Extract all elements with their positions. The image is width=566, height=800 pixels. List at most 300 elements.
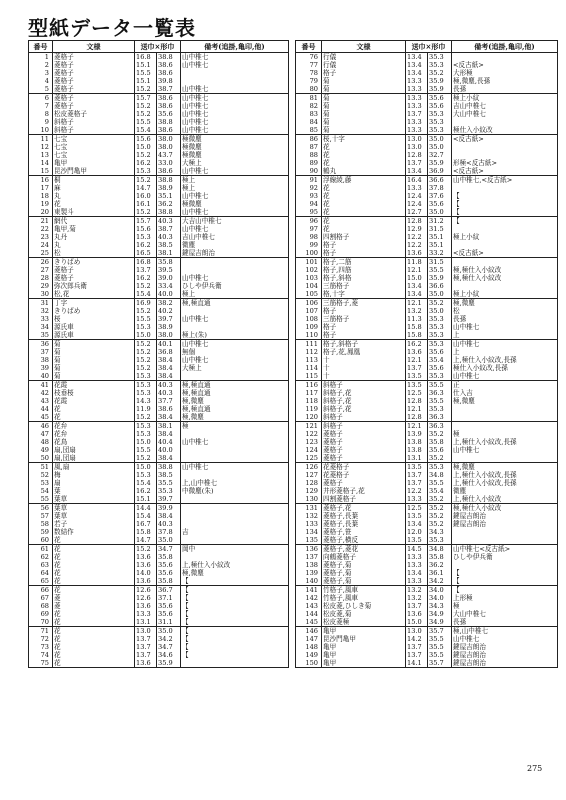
- cell-number: 59: [29, 528, 53, 536]
- cell-number: 137: [296, 553, 322, 561]
- cell-form-width: 35.6: [157, 610, 181, 618]
- table-row: [29, 241, 289, 249]
- cell-form-width: 35.3: [428, 53, 452, 62]
- cell-notes: 山中椎七: [181, 463, 289, 472]
- cell-send-width: 14.3: [135, 397, 157, 405]
- table-row: [29, 430, 289, 438]
- cell-send-width: 13.1: [135, 618, 157, 627]
- cell-form-width: 35.9: [428, 159, 452, 167]
- header-notes: 備考(追掛,亀印,他): [452, 41, 558, 53]
- table-row: [29, 651, 289, 659]
- cell-notes: 中微塵(朱): [181, 487, 289, 495]
- cell-pattern: 花: [322, 200, 406, 208]
- cell-notes: 上,極仕入小紋改,長孫: [452, 356, 558, 364]
- cell-send-width: 15.3: [135, 323, 157, 331]
- cell-notes: 極,山中椎七: [452, 627, 558, 636]
- table-row: [29, 643, 289, 651]
- cell-pattern: 花: [322, 192, 406, 200]
- cell-pattern: 向鶴菱格子: [322, 553, 406, 561]
- cell-pattern: 菱格子: [322, 446, 406, 454]
- cell-send-width: 15.1: [135, 495, 157, 504]
- cell-form-width: 39.5: [157, 266, 181, 274]
- cell-send-width: 11.8: [406, 258, 428, 267]
- cell-pattern: 菊: [53, 340, 135, 349]
- cell-form-width: 35.2: [428, 69, 452, 77]
- table-row: [29, 438, 289, 446]
- cell-form-width: 40.3: [157, 520, 181, 528]
- cell-notes: [452, 536, 558, 545]
- cell-notes: [181, 504, 289, 513]
- cell-pattern: 花: [53, 545, 135, 554]
- cell-form-width: 40.2: [157, 307, 181, 315]
- cell-notes: 極微塵: [181, 200, 289, 208]
- cell-form-width: 35.0: [428, 208, 452, 217]
- cell-form-width: 35.5: [428, 635, 452, 643]
- cell-pattern: きりばめ: [53, 258, 135, 267]
- cell-form-width: 36.6: [428, 176, 452, 185]
- cell-pattern: 菱格子: [322, 454, 406, 463]
- cell-notes: [452, 528, 558, 536]
- cell-form-width: 36.3: [428, 413, 452, 422]
- cell-form-width: 35.3: [428, 110, 452, 118]
- cell-form-width: 35.0: [157, 536, 181, 545]
- cell-send-width: 16.2: [135, 487, 157, 495]
- cell-number: 94: [296, 200, 322, 208]
- cell-pattern: 源氏車: [53, 323, 135, 331]
- table-row: [29, 217, 289, 226]
- cell-form-width: 38.8: [157, 118, 181, 126]
- cell-form-width: 37.6: [428, 192, 452, 200]
- cell-number: 25: [29, 249, 53, 258]
- cell-form-width: 35.3: [428, 405, 452, 413]
- cell-number: 17: [29, 184, 53, 192]
- cell-send-width: 15.7: [135, 217, 157, 226]
- cell-notes: 鍵屋吉朗治: [452, 651, 558, 659]
- cell-number: 71: [29, 627, 53, 636]
- table-row: [29, 577, 289, 586]
- cell-pattern: 麻: [53, 184, 135, 192]
- cell-notes: ひしや伊兵衛: [452, 553, 558, 561]
- cell-send-width: 14.5: [406, 545, 428, 554]
- cell-send-width: 15.8: [135, 528, 157, 536]
- cell-number: 14: [29, 159, 53, 167]
- cell-number: 150: [296, 659, 322, 668]
- table-row: [296, 479, 558, 487]
- cell-number: 134: [296, 528, 322, 536]
- cell-notes: 極,微塵: [181, 413, 289, 422]
- cell-form-width: 35.0: [428, 143, 452, 151]
- cell-number: 7: [29, 102, 53, 110]
- cell-number: 99: [296, 241, 322, 249]
- cell-pattern: 源氏車: [53, 331, 135, 340]
- cell-pattern: 格,十字: [322, 290, 406, 299]
- cell-notes: 上形極: [452, 594, 558, 602]
- table-row: [29, 85, 289, 94]
- cell-form-width: 36.2: [157, 200, 181, 208]
- cell-form-width: 38.4: [157, 413, 181, 422]
- cell-number: 13: [29, 151, 53, 159]
- cell-notes: 極微塵: [181, 135, 289, 144]
- table-row: [296, 323, 558, 331]
- cell-form-width: 38.5: [157, 241, 181, 249]
- cell-send-width: 15.6: [135, 225, 157, 233]
- cell-send-width: 16.2: [135, 241, 157, 249]
- cell-notes: 極微塵: [181, 143, 289, 151]
- cell-notes: 極,微塵: [181, 569, 289, 577]
- table-row: [29, 446, 289, 454]
- cell-form-width: 36.9: [428, 167, 452, 176]
- cell-send-width: 15.1: [135, 77, 157, 85]
- cell-form-width: 38.4: [157, 372, 181, 381]
- cell-send-width: 15.2: [135, 208, 157, 217]
- cell-pattern: 花弁: [53, 422, 135, 431]
- cell-notes: 上: [452, 348, 558, 356]
- cell-send-width: 16.2: [406, 340, 428, 349]
- table-row: [29, 69, 289, 77]
- data-table-right: [295, 40, 558, 668]
- cell-number: 41: [29, 381, 53, 390]
- cell-notes: [452, 561, 558, 569]
- cell-notes: 山中椎七: [452, 635, 558, 643]
- cell-number: 31: [29, 299, 53, 308]
- cell-form-width: 40.3: [157, 389, 181, 397]
- cell-send-width: 15.2: [135, 307, 157, 315]
- cell-send-width: 15.2: [135, 364, 157, 372]
- table-row: [29, 381, 289, 390]
- cell-form-width: 35.5: [157, 479, 181, 487]
- cell-number: 39: [29, 364, 53, 372]
- cell-send-width: 15.3: [135, 372, 157, 381]
- cell-notes: 山中椎七: [181, 356, 289, 364]
- cell-send-width: 15.2: [135, 340, 157, 349]
- cell-number: 37: [29, 348, 53, 356]
- cell-notes: 無個: [181, 348, 289, 356]
- cell-pattern: 十: [322, 356, 406, 364]
- cell-number: 18: [29, 192, 53, 200]
- cell-pattern: 花: [53, 405, 135, 413]
- cell-notes: 【: [181, 643, 289, 651]
- cell-number: 5: [29, 85, 53, 94]
- cell-pattern: 丸: [53, 241, 135, 249]
- cell-send-width: 15.5: [135, 118, 157, 126]
- cell-pattern: 行儀: [322, 61, 406, 69]
- table-row: [296, 208, 558, 217]
- cell-form-width: 38.7: [157, 85, 181, 94]
- table-row: [29, 356, 289, 364]
- cell-send-width: 13.3: [406, 553, 428, 561]
- cell-pattern: 斜格子,花: [322, 389, 406, 397]
- table-row: [29, 225, 289, 233]
- cell-pattern: 葉: [53, 487, 135, 495]
- table-row: [296, 315, 558, 323]
- cell-notes: 山中椎七: [181, 53, 289, 62]
- table-row: [29, 512, 289, 520]
- cell-pattern: 梅: [53, 471, 135, 479]
- table-row: [29, 364, 289, 372]
- cell-send-width: 12.5: [406, 504, 428, 513]
- cell-form-width: 34.9: [428, 618, 452, 627]
- table-row: [296, 643, 558, 651]
- table-row: [29, 102, 289, 110]
- cell-send-width: 13.6: [406, 348, 428, 356]
- table-row: [29, 479, 289, 487]
- cell-notes: 山中椎七: [181, 438, 289, 446]
- cell-notes: [181, 307, 289, 315]
- cell-send-width: 13.4: [406, 520, 428, 528]
- cell-form-width: 34.7: [157, 545, 181, 554]
- cell-number: 43: [29, 397, 53, 405]
- table-row: [29, 487, 289, 495]
- table-row: [296, 430, 558, 438]
- cell-form-width: 35.6: [428, 200, 452, 208]
- cell-form-width: 40.4: [157, 438, 181, 446]
- cell-number: 115: [296, 372, 322, 381]
- cell-notes: 鍵屋吉朗治: [452, 659, 558, 668]
- table-row: [296, 594, 558, 602]
- cell-number: 146: [296, 627, 322, 636]
- header-notes: 備考(追掛,亀印,他): [181, 41, 289, 53]
- cell-number: 76: [296, 53, 322, 62]
- table-row: [296, 274, 558, 282]
- cell-number: 6: [29, 94, 53, 103]
- cell-number: 148: [296, 643, 322, 651]
- cell-number: 85: [296, 126, 322, 135]
- cell-notes: 極,極直通: [181, 381, 289, 390]
- cell-send-width: 15.7: [135, 94, 157, 103]
- cell-send-width: 16.2: [135, 159, 157, 167]
- cell-pattern: 菱格子,菊: [322, 569, 406, 577]
- cell-pattern: 花: [53, 569, 135, 577]
- table-row: [29, 151, 289, 159]
- cell-number: 112: [296, 348, 322, 356]
- cell-number: 21: [29, 217, 53, 226]
- cell-form-width: 38.0: [157, 135, 181, 144]
- cell-send-width: 15.5: [135, 69, 157, 77]
- cell-send-width: 14.7: [135, 536, 157, 545]
- cell-notes: 極上: [181, 184, 289, 192]
- cell-number: 50: [29, 454, 53, 463]
- cell-notes: 鍵屋吉朗治: [452, 520, 558, 528]
- cell-send-width: 12.1: [406, 266, 428, 274]
- cell-number: 125: [296, 454, 322, 463]
- cell-send-width: 15.2: [135, 454, 157, 463]
- cell-send-width: 13.7: [406, 110, 428, 118]
- cell-pattern: 花菱格子: [322, 463, 406, 472]
- header-size: 送巾×形巾: [135, 41, 181, 53]
- cell-notes: <反古紙>: [452, 61, 558, 69]
- cell-pattern: 花: [53, 577, 135, 586]
- cell-number: 92: [296, 184, 322, 192]
- cell-notes: 大吉山中椎七: [181, 217, 289, 226]
- cell-pattern: 扇,団扇: [53, 454, 135, 463]
- cell-number: 120: [296, 413, 322, 422]
- cell-pattern: 格子: [322, 331, 406, 340]
- cell-pattern: 菱格子,花: [322, 504, 406, 513]
- cell-send-width: 13.3: [406, 77, 428, 85]
- cell-send-width: 13.5: [406, 372, 428, 381]
- cell-send-width: 13.0: [406, 627, 428, 636]
- cell-send-width: 12.2: [406, 241, 428, 249]
- cell-pattern: 花: [53, 635, 135, 643]
- cell-pattern: 花: [322, 143, 406, 151]
- cell-send-width: 13.2: [406, 594, 428, 602]
- cell-pattern: 枝垂桜: [53, 389, 135, 397]
- cell-notes: 【: [181, 577, 289, 586]
- cell-number: 9: [29, 118, 53, 126]
- cell-number: 122: [296, 430, 322, 438]
- cell-form-width: 40.3: [157, 381, 181, 390]
- cell-send-width: 15.4: [135, 512, 157, 520]
- cell-send-width: 13.4: [406, 290, 428, 299]
- cell-form-width: 35.6: [157, 110, 181, 118]
- cell-notes: 【: [181, 635, 289, 643]
- cell-notes: 極: [452, 602, 558, 610]
- cell-form-width: 38.0: [157, 331, 181, 340]
- table-row: [296, 610, 558, 618]
- cell-send-width: 13.2: [406, 307, 428, 315]
- cell-send-width: 13.7: [406, 479, 428, 487]
- cell-number: 135: [296, 536, 322, 545]
- cell-number: 67: [29, 594, 53, 602]
- cell-form-width: 38.6: [157, 405, 181, 413]
- cell-notes: [452, 241, 558, 249]
- table-row: [29, 126, 289, 135]
- table-row: [29, 545, 289, 554]
- cell-send-width: 12.1: [406, 405, 428, 413]
- cell-form-width: 33.4: [157, 282, 181, 290]
- cell-form-width: 34.6: [157, 651, 181, 659]
- cell-send-width: 13.6: [135, 659, 157, 668]
- table-row: [296, 454, 558, 463]
- cell-notes: [181, 266, 289, 274]
- cell-send-width: 15.5: [135, 446, 157, 454]
- cell-notes: 極仕入小紋改: [452, 126, 558, 135]
- cell-number: 84: [296, 118, 322, 126]
- cell-number: 80: [296, 85, 322, 94]
- cell-pattern: 菊: [322, 85, 406, 94]
- cell-number: 143: [296, 602, 322, 610]
- cell-pattern: 花: [53, 627, 135, 636]
- table-row: [29, 331, 289, 340]
- cell-number: 101: [296, 258, 322, 267]
- cell-number: 132: [296, 512, 322, 520]
- cell-number: 42: [29, 389, 53, 397]
- cell-form-width: 40.0: [157, 290, 181, 299]
- cell-form-width: 35.2: [428, 520, 452, 528]
- cell-pattern: 菱格子: [53, 53, 135, 62]
- cell-send-width: 13.3: [406, 94, 428, 103]
- cell-send-width: 13.0: [406, 143, 428, 151]
- cell-number: 12: [29, 143, 53, 151]
- cell-form-width: 35.1: [428, 233, 452, 241]
- cell-number: 53: [29, 479, 53, 487]
- cell-form-width: 34.2: [428, 577, 452, 586]
- cell-pattern: 菊: [53, 356, 135, 364]
- cell-number: 10: [29, 126, 53, 135]
- header-number: 番号: [29, 41, 53, 53]
- cell-pattern: 松: [53, 249, 135, 258]
- cell-number: 108: [296, 315, 322, 323]
- cell-form-width: 37.8: [157, 528, 181, 536]
- cell-send-width: 12.0: [406, 528, 428, 536]
- cell-pattern: 花弁: [53, 430, 135, 438]
- cell-notes: 【: [452, 569, 558, 577]
- cell-number: 40: [29, 372, 53, 381]
- table-row: [29, 372, 289, 381]
- table-row: [296, 110, 558, 118]
- cell-pattern: 亀甲: [53, 159, 135, 167]
- cell-form-width: 35.7: [428, 627, 452, 636]
- cell-form-width: 35.5: [428, 381, 452, 390]
- cell-pattern: 花: [53, 643, 135, 651]
- cell-number: 82: [296, 102, 322, 110]
- cell-pattern: 格子,斜格: [322, 274, 406, 282]
- cell-form-width: 35.6: [157, 602, 181, 610]
- cell-number: 93: [296, 192, 322, 200]
- cell-pattern: 菱格子,菊: [322, 577, 406, 586]
- table-row: [29, 143, 289, 151]
- cell-pattern: 七宝: [53, 143, 135, 151]
- cell-pattern: 菱格子: [53, 274, 135, 282]
- cell-pattern: 亀甲: [322, 659, 406, 668]
- cell-pattern: 昆沙門亀甲: [322, 635, 406, 643]
- cell-number: 51: [29, 463, 53, 472]
- table-row: [29, 413, 289, 422]
- cell-number: 140: [296, 577, 322, 586]
- cell-send-width: 13.4: [406, 53, 428, 62]
- cell-send-width: 16.8: [135, 53, 157, 62]
- cell-pattern: 東製斗: [53, 208, 135, 217]
- table-row: [29, 61, 289, 69]
- cell-number: 28: [29, 274, 53, 282]
- cell-form-width: 38.9: [157, 323, 181, 331]
- cell-notes: [181, 536, 289, 545]
- cell-pattern: 網代: [53, 217, 135, 226]
- cell-pattern: 花: [322, 184, 406, 192]
- cell-number: 142: [296, 594, 322, 602]
- cell-number: 109: [296, 323, 322, 331]
- cell-number: 4: [29, 77, 53, 85]
- cell-notes: <反古紙>: [452, 249, 558, 258]
- cell-form-width: 38.9: [157, 184, 181, 192]
- cell-notes: 微塵: [181, 241, 289, 249]
- cell-notes: 吉山中椎七: [452, 102, 558, 110]
- cell-number: 16: [29, 176, 53, 185]
- cell-form-width: 36.3: [428, 422, 452, 431]
- cell-number: 62: [29, 553, 53, 561]
- cell-pattern: 丁字: [53, 299, 135, 308]
- cell-send-width: 13.9: [406, 430, 428, 438]
- cell-form-width: 35.8: [157, 258, 181, 267]
- cell-number: 121: [296, 422, 322, 431]
- cell-number: 34: [29, 323, 53, 331]
- cell-form-width: 35.6: [428, 364, 452, 372]
- cell-notes: 長孫: [452, 618, 558, 627]
- cell-form-width: 35.5: [428, 266, 452, 274]
- table-row: [29, 454, 289, 463]
- table-row: [29, 176, 289, 185]
- cell-send-width: 13.4: [406, 69, 428, 77]
- cell-pattern: 浮線綾,藤: [322, 176, 406, 185]
- cell-notes: 極,極仕入小紋改: [452, 274, 558, 282]
- cell-pattern: 桜,十字: [322, 135, 406, 144]
- cell-notes: [181, 372, 289, 381]
- cell-pattern: 井形菱格子,花: [322, 487, 406, 495]
- cell-number: 66: [29, 586, 53, 595]
- cell-send-width: 15.3: [135, 430, 157, 438]
- table-row: [296, 61, 558, 69]
- cell-pattern: 松,花: [53, 290, 135, 299]
